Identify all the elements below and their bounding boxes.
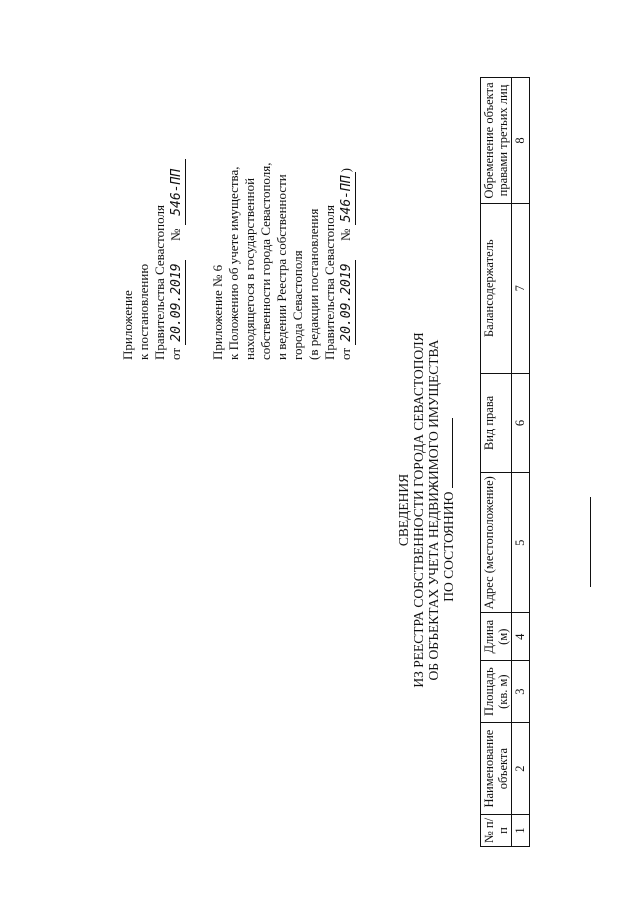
column-number: 1 [512, 815, 530, 847]
column-number: 8 [512, 78, 530, 204]
annex-header [120, 130, 186, 360]
column-number: 3 [512, 661, 530, 723]
column-number: 5 [512, 473, 530, 613]
column-header: Адрес (местоположение) [481, 473, 512, 613]
column-header: Площадь (кв. м) [481, 661, 512, 723]
annex6-date-line [338, 100, 356, 360]
table-number-row [512, 78, 530, 847]
column-number: 2 [512, 723, 530, 815]
annex-label: Приложение [120, 290, 135, 360]
annex6-line: находящегося в государственной [242, 177, 257, 360]
column-number: 6 [512, 373, 530, 473]
annex-date: 20.09.2019 [169, 260, 186, 344]
table-header-row [481, 78, 512, 847]
annex6-from-prefix: от [338, 347, 353, 360]
column-header: Балансодержатель [481, 203, 512, 373]
annex6-line: собственности города Севастополя, [258, 162, 273, 360]
annex6-line: к Положению об учете имущества, [226, 166, 241, 360]
annex-number: 546-ПП [169, 159, 186, 225]
column-header: Обременение объекта правами третьих лиц [481, 78, 512, 204]
title-line-2: ИЗ РЕЕСТРА СОБСТВЕННОСТИ ГОРОДА СЕВАСТОПОЛЯ [411, 332, 426, 688]
column-header: Вид права [481, 373, 512, 473]
annex6-line: и ведении Реестра собственности [274, 174, 289, 360]
column-number: 7 [512, 203, 530, 373]
title-line-3: ОБ ОБЪЕКТАХ УЧЕТА НЕДВИЖИМОГО ИМУЩЕСТВА [426, 339, 441, 681]
annex-date-line [168, 130, 186, 360]
annex6-number: 546-ПП [339, 172, 356, 225]
annex-from-prefix: от [168, 347, 183, 360]
title-as-of: ПО СОСТОЯНИЮ [441, 491, 456, 602]
document-title [396, 305, 456, 715]
annex6-date: 20.09.2019 [339, 260, 356, 344]
title-line-4 [441, 305, 456, 715]
column-header: № п/п [481, 815, 512, 847]
register-table [480, 77, 530, 847]
column-header: Длина (м) [481, 613, 512, 661]
annex6-close-paren: ) [338, 167, 353, 173]
title-date-blank [452, 418, 453, 488]
column-header: Наименование объекта [481, 723, 512, 815]
title-line-1: СВЕДЕНИЯ [396, 473, 411, 547]
annex-number-prefix: № [168, 228, 183, 241]
annex6-line: (в редакции постановления [306, 208, 321, 360]
annex6-header [210, 100, 356, 360]
column-number: 4 [512, 613, 530, 661]
annex6-line: города Севастополя [290, 250, 305, 360]
annex-government: Правительства Севастополя [152, 205, 167, 360]
annex-to-resolution: к постановлению [136, 263, 151, 360]
annex6-number-prefix: № [338, 228, 353, 241]
annex6-label: Приложение № 6 [210, 264, 225, 360]
annex6-line: Правительства Севастополя [322, 205, 337, 360]
divider-line [590, 497, 591, 587]
